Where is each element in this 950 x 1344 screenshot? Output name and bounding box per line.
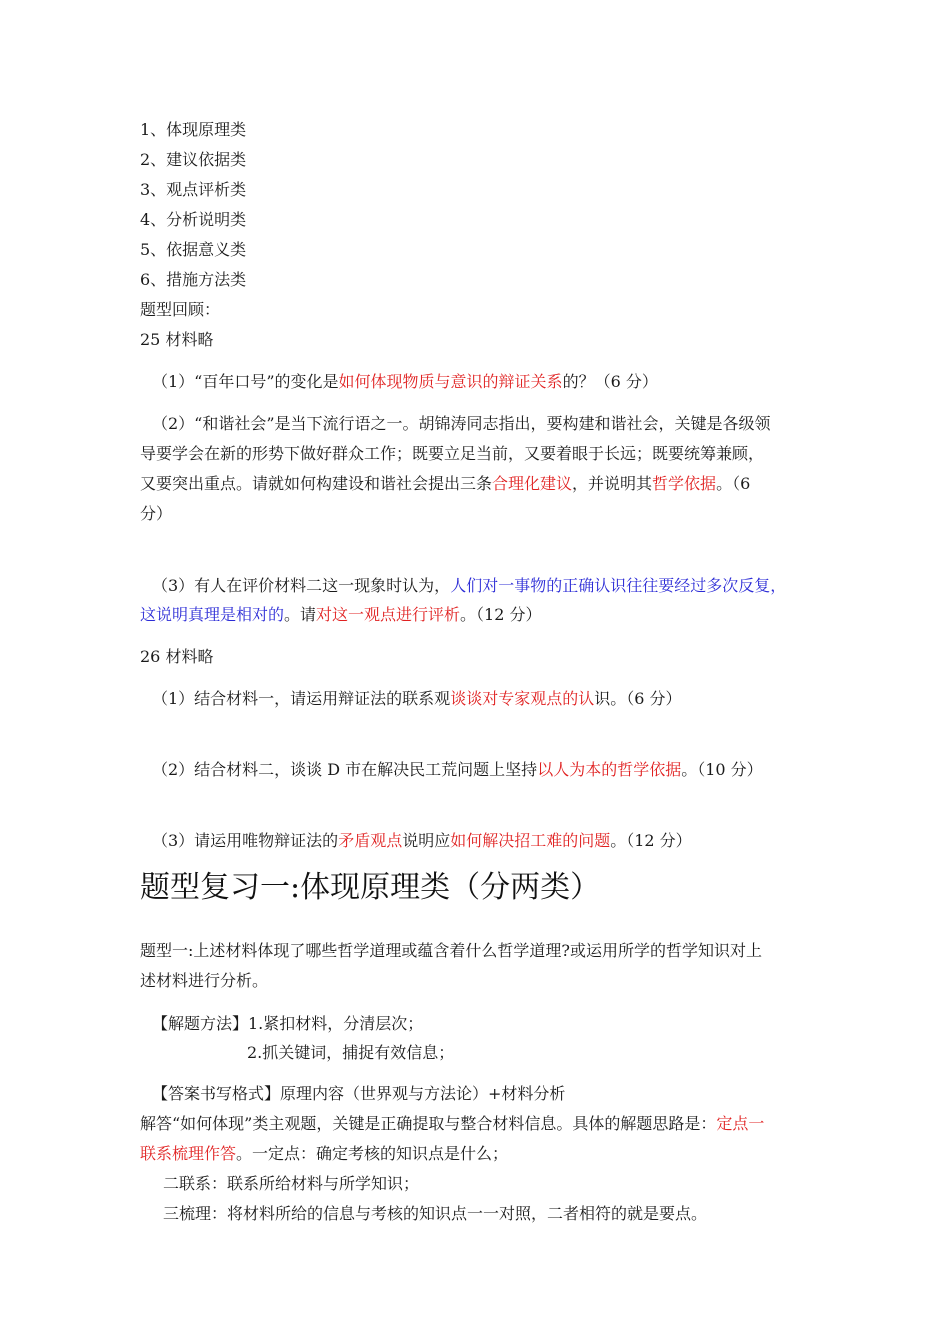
question-text: 。（12 分）: [460, 605, 542, 624]
question-text: 的？（6 分）: [562, 372, 658, 391]
material-26-label: 26 材料略: [140, 647, 214, 666]
format-text: 。一定点：确定考核的知识点是什么；: [236, 1144, 509, 1163]
question-25-2-line-2: 导要学会在新的形势下做好群众工作；既要立足当前，又要着眼于长远；既要统筹兼顾，: [140, 444, 765, 463]
format-line-1: 【答案书写格式】原理内容（世界观与方法论）+材料分析: [152, 1084, 566, 1103]
category-item: 2、建议依据类: [140, 150, 247, 169]
question-25-3-line-2: [140, 605, 542, 625]
highlight-text: 如何解决招工难的问题: [450, 831, 611, 850]
question-25-2-line-4: 分）: [140, 504, 173, 523]
highlight-text: 如何体现物质与意识的辩证关系: [338, 372, 563, 391]
highlight-text: 哲学依据: [652, 474, 717, 493]
section-heading: 题型复习一:体现原理类（分两类）: [140, 870, 601, 905]
question-text: 。（10 分）: [681, 760, 763, 779]
quoted-view-text: 这说明真理是相对的: [140, 605, 285, 624]
type-1-line-2: 述材料进行分析。: [140, 971, 269, 990]
question-25-2-line-3: [140, 474, 750, 494]
material-25-label: 25 材料略: [140, 330, 214, 349]
format-line-4: 二联系：联系所给材料与所学知识；: [163, 1174, 420, 1193]
format-text: 解答“如何体现”类主观题，关键是正确提取与整合材料信息。具体的解题思路是：: [140, 1114, 717, 1133]
method-line-2: 2.抓关键词，捕捉有效信息；: [247, 1043, 455, 1062]
quoted-view-text: 人们对一事物的正确认识往往要经过多次反复，: [450, 576, 787, 595]
type-1-line-1: 题型一:上述材料体现了哪些哲学道理或蕴含着什么哲学道理?或运用所学的哲学知识对上: [140, 941, 762, 960]
question-text: 又要突出重点。请就如何构建设和谐社会提出三条: [140, 474, 493, 493]
method-line-1: 【解题方法】1.紧扣材料，分清层次；: [152, 1014, 424, 1033]
highlight-text: 联系梳理作答: [140, 1144, 237, 1163]
question-text: 。（12 分）: [610, 831, 692, 850]
highlight-text: 谈谈对专家观点的认: [450, 689, 595, 708]
question-text: （1）“百年口号”的变化是: [152, 372, 339, 391]
category-item: 6、措施方法类: [140, 270, 247, 289]
highlight-text: 矛盾观点: [338, 831, 403, 850]
category-item: 3、观点评析类: [140, 180, 247, 199]
question-text: （1）结合材料一，请运用辩证法的联系观: [152, 689, 451, 708]
question-26-3: [152, 831, 692, 851]
highlight-text: 对这一观点进行评析: [316, 605, 461, 624]
question-25-1: [152, 372, 658, 392]
question-text: 识。（6 分）: [594, 689, 682, 708]
question-text: （3）有人在评价材料二这一现象时认为，: [152, 576, 451, 595]
question-26-1: [152, 689, 681, 709]
question-text: 。请: [284, 605, 317, 624]
question-text: ，并说明其: [572, 474, 653, 493]
question-text: （3）请运用唯物辩证法的: [152, 831, 339, 850]
highlight-text: 定点一: [716, 1114, 765, 1133]
question-25-3-line-1: [152, 576, 786, 596]
question-25-2-line-1: （2）“和谐社会”是当下流行语之一。胡锦涛同志指出，要构建和谐社会，关键是各级领: [152, 414, 771, 433]
question-text: 说明应: [402, 831, 451, 850]
review-label: 题型回顾：: [140, 300, 221, 319]
highlight-text: 合理化建议: [492, 474, 573, 493]
format-line-3: [140, 1144, 508, 1164]
format-line-5: 三梳理：将材料所给的信息与考核的知识点一一对照，二者相符的就是要点。: [163, 1204, 708, 1223]
question-26-2: [152, 760, 763, 780]
question-text: （2）结合材料二，谈谈 D 市在解决民工荒问题上坚持: [152, 760, 538, 779]
category-item: 1、体现原理类: [140, 120, 247, 139]
category-item: 5、依据意义类: [140, 240, 247, 259]
question-text: 。（6: [716, 474, 751, 493]
highlight-text: 以人为本的哲学依据: [537, 760, 682, 779]
category-item: 4、分析说明类: [140, 210, 247, 229]
format-line-2: [140, 1114, 764, 1134]
